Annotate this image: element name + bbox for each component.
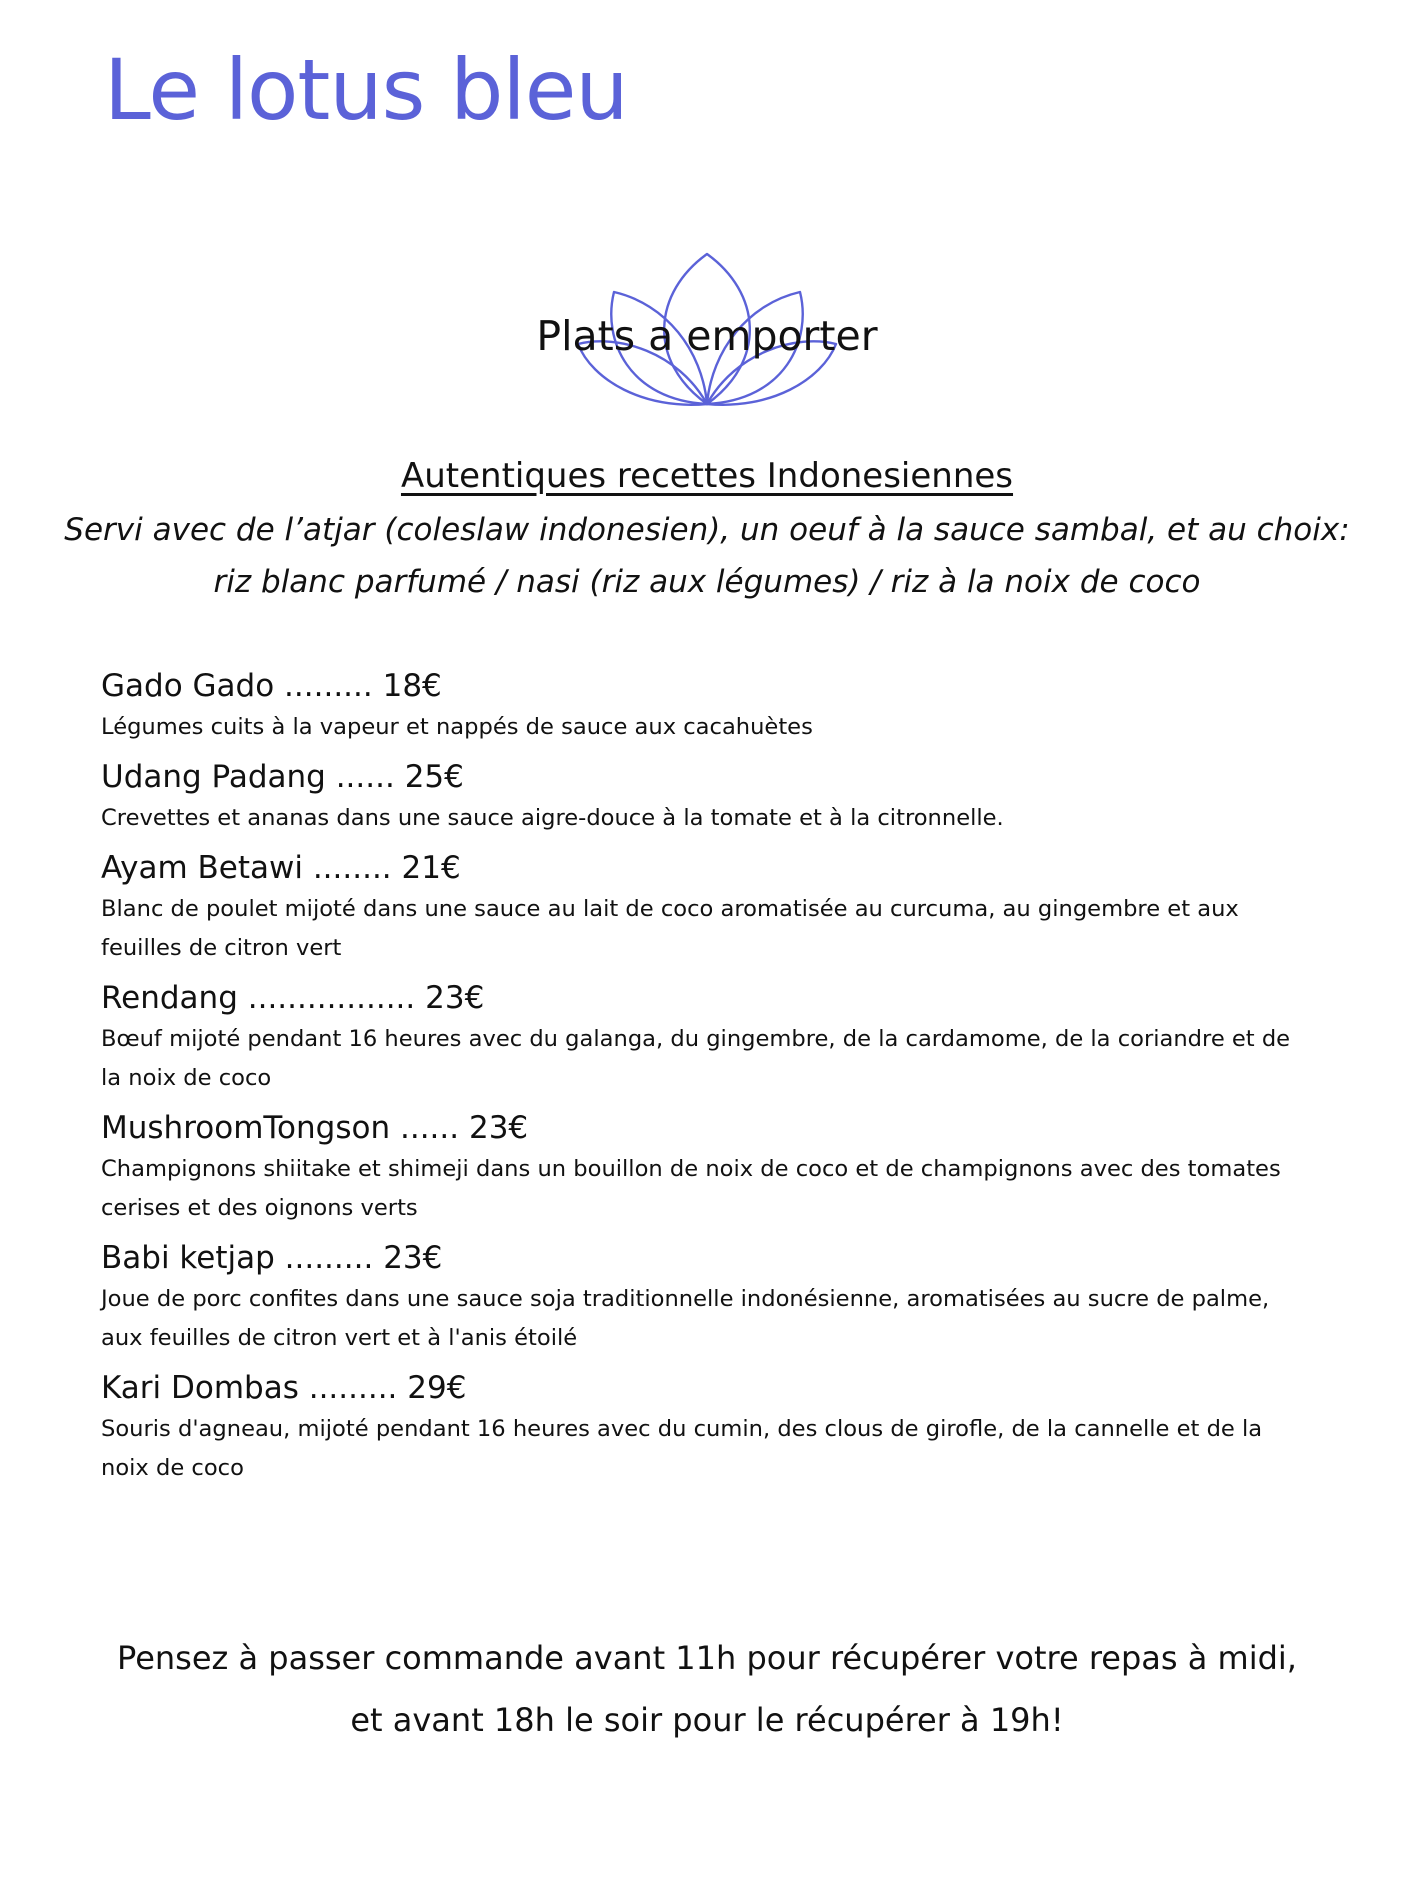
dish-name: Kari Dombas: [101, 1370, 299, 1406]
dish-dots: .........: [284, 1240, 374, 1276]
dish-line: [101, 755, 1313, 799]
cuisine-title: Autentiques recettes Indonesiennes: [400, 456, 1014, 496]
dish-dots: ......: [335, 759, 395, 795]
dish-price: 18€: [382, 668, 442, 704]
dish-description: Crevettes et ananas dans une sauce aigre-douce à la tomate et à la citronnelle.: [101, 805, 1004, 831]
dish-line: [101, 1366, 1313, 1410]
dish-line: [101, 1236, 1313, 1280]
footer-note-line-2: et avant 18h le soir pour le récupérer à 19h!: [350, 1701, 1064, 1739]
menu-item: [101, 1366, 1313, 1488]
dish-description: Souris d'agneau, mijoté pendant 16 heures avec du cumin, des clous de girofle, de la cannelle et de la noix de coco: [101, 1416, 1263, 1481]
intro-line-1: Servi avec de l’atjar (coleslaw indonesien), un oeuf à la sauce sambal, et au choix:: [64, 512, 1350, 548]
dish-line: [101, 664, 1313, 708]
dish-description: Blanc de poulet mijoté dans une sauce au lait de coco aromatisée au curcuma, au gingembre et aux feuilles de citron vert: [101, 896, 1239, 961]
menu-item: [101, 755, 1313, 838]
dish-name: Babi ketjap: [101, 1240, 275, 1276]
dish-description: Légumes cuits à la vapeur et nappés de sauce aux cacahuètes: [101, 714, 813, 740]
dish-dots: ......: [399, 1110, 460, 1146]
restaurant-name: Le lotus bleu: [104, 41, 628, 139]
dish-dots: .........: [284, 668, 373, 704]
dish-price: 23€: [468, 1110, 529, 1146]
dish-line: [101, 846, 1313, 890]
dish-price: 23€: [425, 980, 485, 1016]
menu-item: [101, 976, 1313, 1098]
section-title: Plats a emporter: [536, 312, 878, 360]
intro-line-2: riz blanc parfumé / nasi (riz aux légumes) / riz à la noix de coco: [213, 564, 1201, 600]
dish-price: 21€: [401, 850, 461, 886]
dish-name: Rendang: [101, 980, 238, 1016]
dish-dots: .........: [308, 1370, 398, 1406]
dish-dots: .................: [247, 980, 416, 1016]
dish-description: Bœuf mijoté pendant 16 heures avec du galanga, du gingembre, de la cardamome, de la coriandre et de la noix de coco: [101, 1026, 1291, 1091]
dish-name: Ayam Betawi: [101, 850, 303, 886]
dish-price: 23€: [383, 1240, 443, 1276]
menu-item: [101, 1106, 1313, 1228]
menu-item: [101, 664, 1313, 747]
dish-name: Gado Gado: [101, 668, 275, 704]
dish-line: [101, 976, 1313, 1020]
dish-name: Udang Padang: [101, 759, 326, 795]
menu-item: [101, 846, 1313, 968]
dish-price: 25€: [404, 759, 464, 795]
dish-description: Joue de porc confites dans une sauce soja traditionnelle indonésienne, aromatisées au sucre de palme, aux feuilles de citron vert et à l'anis étoilé: [101, 1286, 1270, 1351]
dish-name: MushroomTongson: [101, 1110, 391, 1146]
dish-description: Champignons shiitake et shimeji dans un bouillon de noix de coco et de champignons avec des tomates cerises et des oignons verts: [101, 1156, 1281, 1221]
footer-note-line-1: Pensez à passer commande avant 11h pour récupérer votre repas à midi,: [117, 1639, 1297, 1677]
dish-price: 29€: [407, 1370, 467, 1406]
dish-line: [101, 1106, 1313, 1150]
menu-list: [101, 664, 1313, 1496]
menu-item: [101, 1236, 1313, 1358]
dish-dots: ........: [312, 850, 392, 886]
